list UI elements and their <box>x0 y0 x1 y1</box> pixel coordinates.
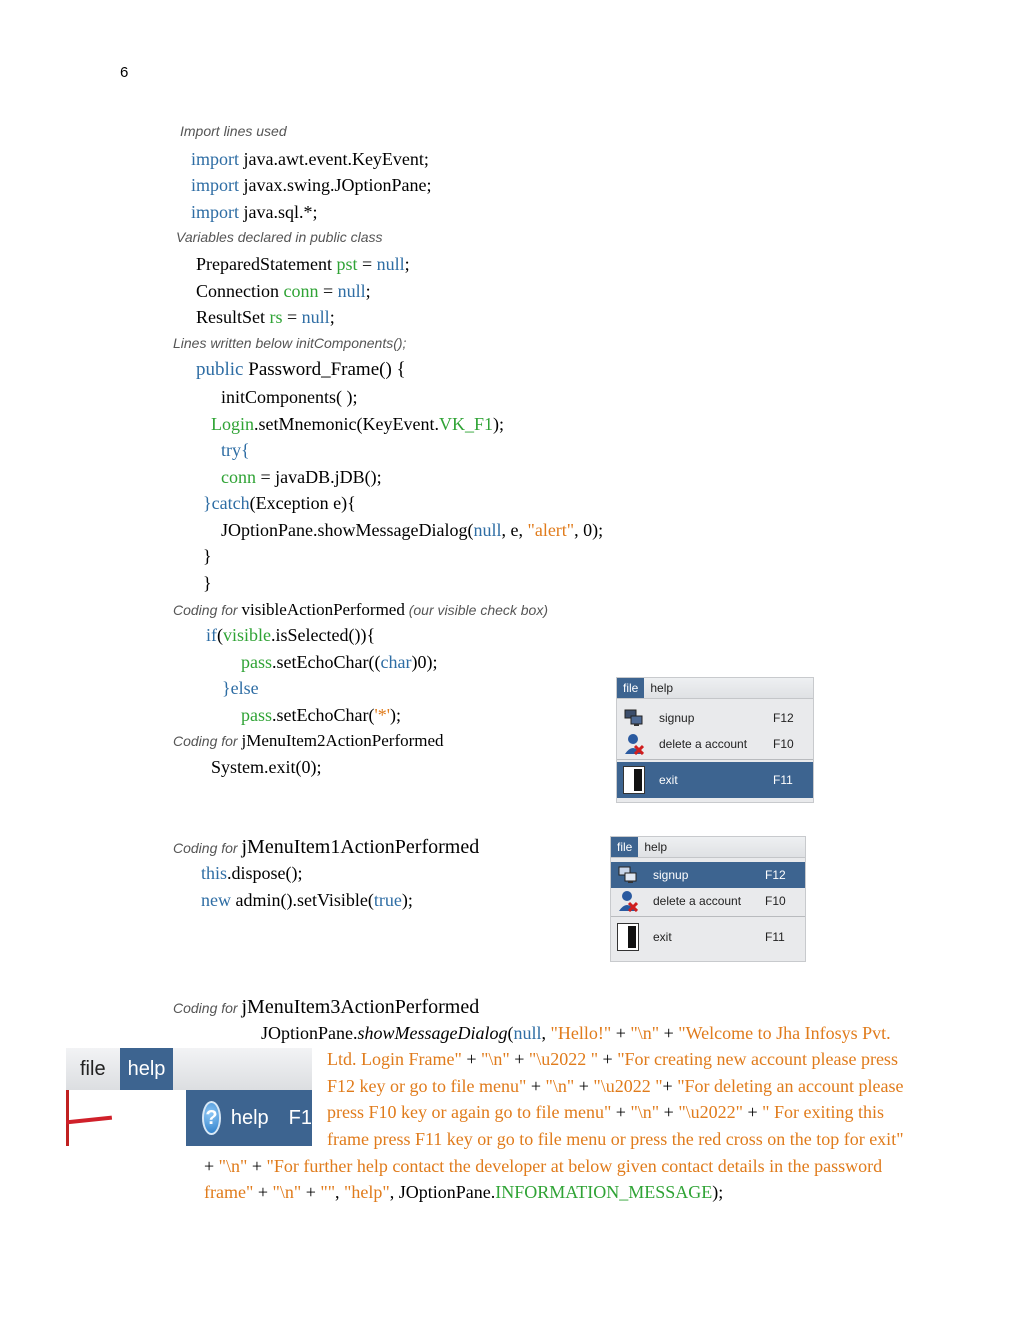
code-import-3: import java.sql.*; <box>191 202 318 222</box>
code-visible-2: pass.setEchoChar((char)0); <box>241 652 438 672</box>
exit-door-icon <box>617 926 639 948</box>
user-delete-icon <box>617 890 639 912</box>
note-item2: Coding for jMenuItem2ActionPerformed <box>173 731 444 750</box>
menu-screenshot-exit <box>616 677 814 803</box>
code-var-3: ResultSet rs = null; <box>196 307 335 327</box>
code-item3-3: F12 key or go to file menu" + "\n" + "\u2022 "+ "For deleting an account please <box>327 1076 904 1096</box>
menu-bar <box>66 1048 312 1091</box>
code-init-6: }catch(Exception e){ <box>203 493 356 513</box>
menu-help[interactable]: help <box>120 1048 174 1090</box>
code-item3-7: frame" + "\n" + "", "help", JOptionPane.INFORMATION_MESSAGE); <box>204 1182 724 1202</box>
note-item1: Coding for jMenuItem1ActionPerformed <box>173 836 480 858</box>
menu-item-signup[interactable]: signup F12 <box>617 705 813 731</box>
menu-bar <box>617 678 813 699</box>
menu-item-signup[interactable]: signup F12 <box>611 862 805 888</box>
code-item2-1: System.exit(0); <box>211 757 322 777</box>
menu-screenshot-help <box>66 1048 312 1146</box>
code-visible-4: pass.setEchoChar('*'); <box>241 705 401 725</box>
menu-item-help[interactable]: ? help F1 <box>186 1090 312 1146</box>
code-import-1: import java.awt.event.KeyEvent; <box>191 149 429 169</box>
note-item3: Coding for jMenuItem3ActionPerformed <box>173 996 480 1018</box>
menu-help[interactable]: help <box>650 681 674 695</box>
menu-screenshot-signup <box>610 836 806 962</box>
code-item3-6: + "\n" + "For further help contact the developer at below given contact details in the password <box>204 1156 883 1176</box>
menu-item-delete-account[interactable]: delete a account F10 <box>617 731 813 757</box>
code-init-3: Login.setMnemonic(KeyEvent.VK_F1); <box>211 414 504 434</box>
menu-file[interactable]: file <box>80 1058 106 1080</box>
code-item3-1: JOptionPane.showMessageDialog(null, "Hello!" + "\n" + "Welcome to Jha Infosys Pvt. <box>261 1023 891 1043</box>
question-icon: ? <box>202 1101 221 1135</box>
code-init-2: initComponents( ); <box>221 387 358 407</box>
code-import-2: import javax.swing.JOptionPane; <box>191 175 432 195</box>
code-var-1: PreparedStatement pst = null; <box>196 254 410 274</box>
code-item3-5: frame press F11 key or go to file menu or press the red cross on the top for exit" <box>327 1129 904 1149</box>
code-init-8: } <box>203 546 212 566</box>
menu-bar <box>611 837 805 858</box>
code-init-5: conn = javaDB.jDB(); <box>221 467 382 487</box>
menu-item-exit[interactable]: exit F11 <box>611 919 805 955</box>
menu-file[interactable]: file <box>611 837 638 857</box>
code-init-1: public Password_Frame() { <box>196 359 406 380</box>
code-item1-1: this.dispose(); <box>201 863 303 883</box>
menu-help[interactable]: help <box>644 840 668 854</box>
code-visible-3: }else <box>222 678 259 698</box>
code-init-9: } <box>203 573 212 593</box>
code-item1-2: new admin().setVisible(true); <box>201 890 413 910</box>
computers-icon <box>623 707 645 729</box>
red-cross-fragment <box>66 1090 69 1146</box>
menu-separator <box>611 916 805 917</box>
note-imports: Import lines used <box>180 123 287 139</box>
code-item3-2: Ltd. Login Frame" + "\n" + "\u2022 " + "For creating new account please press <box>327 1049 898 1069</box>
computers-icon <box>617 864 639 886</box>
user-delete-icon <box>623 733 645 755</box>
code-item3-4: press F10 key or again go to file menu" + "\n" + "\u2022" + " For exiting this <box>327 1102 885 1122</box>
page-number: 6 <box>120 64 129 81</box>
menu-file[interactable]: file <box>617 678 644 698</box>
menu-item-exit[interactable]: exit F11 <box>617 762 813 798</box>
code-init-7: JOptionPane.showMessageDialog(null, e, "alert", 0); <box>221 520 604 540</box>
code-var-2: Connection conn = null; <box>196 281 371 301</box>
code-init-4: try{ <box>221 440 250 460</box>
menu-item-delete-account[interactable]: delete a account F10 <box>611 888 805 914</box>
exit-door-icon <box>623 769 645 791</box>
code-visible-1: if(visible.isSelected()){ <box>206 625 376 645</box>
note-visible: Coding for visibleActionPerformed (our visible check box) <box>173 600 549 619</box>
note-init: Lines written below initComponents(); <box>173 335 407 351</box>
note-vars: Variables declared in public class <box>176 229 383 245</box>
menu-separator <box>617 759 813 760</box>
